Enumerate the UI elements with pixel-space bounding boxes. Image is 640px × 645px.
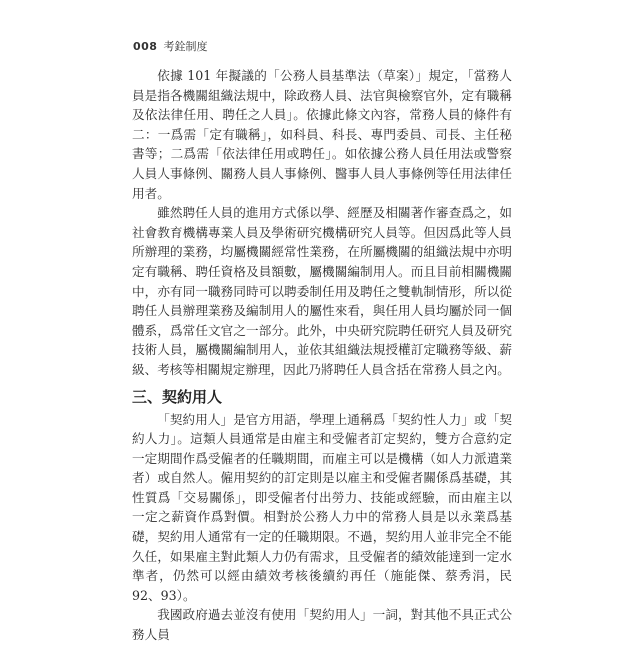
body-text xyxy=(132,66,512,645)
section-heading: 三、契約用人 xyxy=(132,387,223,406)
paragraph: 「契約用人」是官方用語，學理上通稱爲「契約性人力」或「契約人力」。這類人員通常是由雇主和受僱者訂定契約，雙方合意約定一定期間作爲受僱者的任職期間，而雇主可以是機構（如人力派遣業者）或自然人。僱用契約的訂定則是以雇主和受僱者關係爲基礎，其性質爲「交易關係」，即受僱者付出勞力、技能或經驗，而由雇主以一定之薪資作爲對價。相對於公務人力中的常務人員是以永業爲基礎，契約用人通常有一定的任職期限。不過，契約用人並非完全不能久任，如果雇主對此類人力仍有需求，且受僱者的績效能達到一定水準者，仍然可以經由績效考核後續約再任（施能傑、蔡秀涓，民 92、93）。 xyxy=(132,411,512,603)
page-header xyxy=(133,38,207,54)
running-title: 考銓制度 xyxy=(163,40,208,53)
paragraph: 我國政府過去並沒有使用「契約用人」一詞，對其他不具正式公務人員 xyxy=(132,607,512,643)
paragraph: 雖然聘任人員的進用方式係以學、經歷及相關著作審查爲之，如社會教育機構專業人員及學術研究機構研究人員等。但因爲此等人員所辦理的業務，均屬機關經常性業務，在所屬機關的組織法規中亦明定有職稱、聘任資格及員額數，屬機關編制用人。而且目前相關機關中，亦有同一職務同時可以聘委制任用及聘任之雙軌制情形，所以從聘任人員辦理業務及編制用人的屬性來看，與任用人員均屬於同一個體系，爲常任文官之一部分。此外，中央研究院聘任研究人員及研究技術人員，屬機關編制用人，並依其組織法規授權訂定職務等級、薪級、考核等相關規定辦理，因此乃將聘任人員含括在常務人員之內。 xyxy=(132,205,512,377)
paragraph: 依據 101 年擬議的「公務人員基準法（草案）」規定，「當務人員是指各機關組織法規中，除政務人員、法官與檢察官外，定有職稱及依法律任用、聘任之人員」。依據此條文內容，常務人員的條件有二：一爲需「定有職稱」，如科員、科長、專門委員、司長、主任秘書等；二爲需「依法律任用或聘任」。如依據公務人員任用法或警察人員人事條例、關務人員人事條例、醫事人員人事條例等任用法律任用者。 xyxy=(132,68,512,201)
page-number: 008 xyxy=(133,40,158,53)
